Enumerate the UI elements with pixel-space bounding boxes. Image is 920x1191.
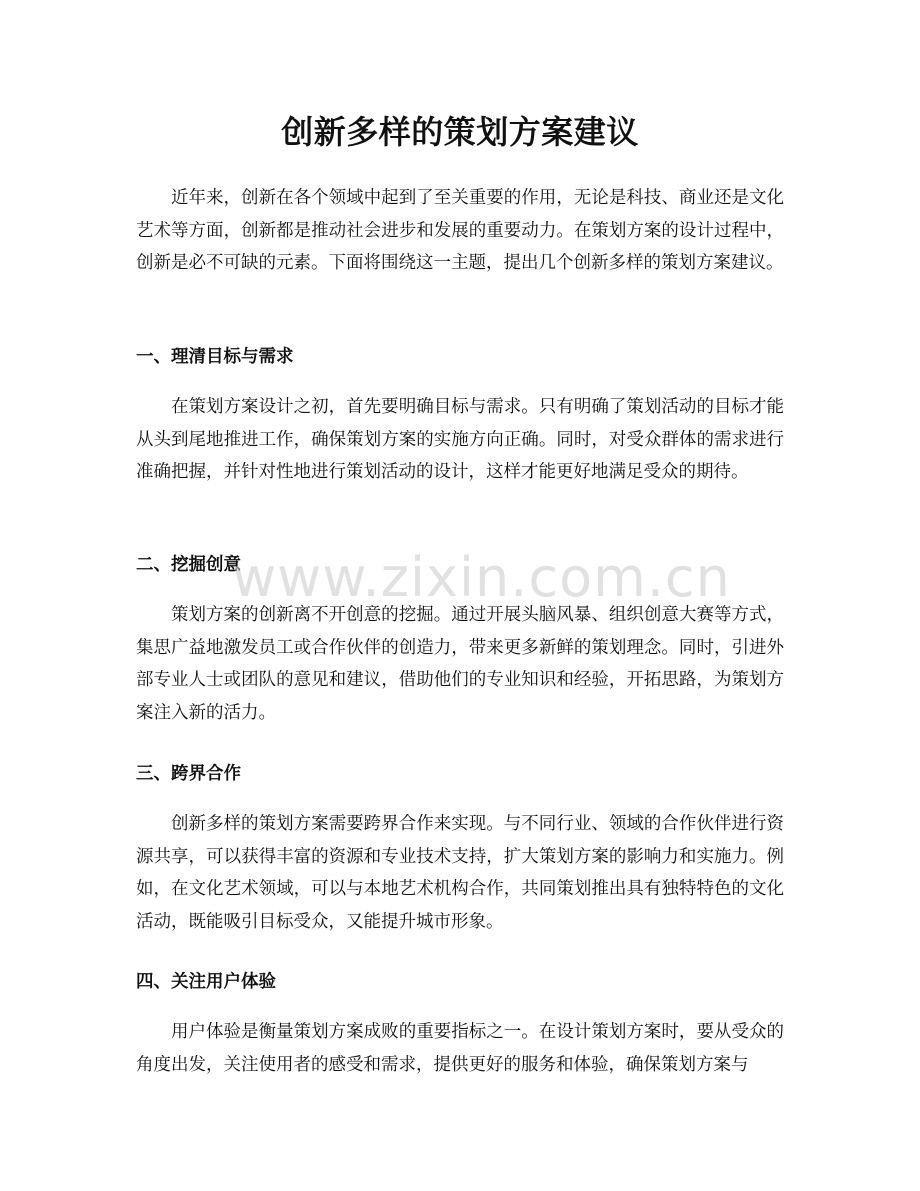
section-heading-1: 一、理清目标与需求 <box>136 347 294 367</box>
document-title: 创新多样的策划方案建议 <box>281 113 639 151</box>
watermark-text: www.zixin.com.cn <box>232 546 731 609</box>
section-heading-2: 二、挖掘创意 <box>136 555 241 575</box>
intro-paragraph: 近年来，创新在各个领域中起到了至关重要的作用，无论是科技、商业还是文化艺术等方面，创新都是推动社会进步和发展的重要动力。在策划方案的设计过程中，创新是必不可缺的元素。下面将围绕这一主题，提出几个创新多样的策划方案建议。 <box>136 188 784 273</box>
section-heading-4: 四、关注用户体验 <box>136 972 276 992</box>
section-body-4: 用户体验是衡量策划方案成败的重要指标之一。在设计策划方案时，要从受众的角度出发，关注使用者的感受和需求，提供更好的服务和体验，确保策划方案与 <box>136 1022 784 1075</box>
section-body-2: 策划方案的创新离不开创意的挖掘。通过开展头脑风暴、组织创意大赛等方式，集思广益地激发员工或合作伙伴的创造力，带来更多新鲜的策划理念。同时，引进外部专业人士或团队的意见和建议，借助他们的专业知识和经验，开拓思路，为策划方案注入新的活力。 <box>136 605 784 723</box>
section-body-3: 创新多样的策划方案需要跨界合作来实现。与不同行业、领域的合作伙伴进行资源共享，可以获得丰富的资源和专业技术支持，扩大策划方案的影响力和实施力。例如，在文化艺术领域，可以与本地艺术机构合作，共同策划推出具有独特特色的文化活动，既能吸引目标受众，又能提升城市形象。 <box>136 814 784 932</box>
section-heading-3: 三、跨界合作 <box>136 764 241 784</box>
section-body-1: 在策划方案设计之初，首先要明确目标与需求。只有明确了策划活动的目标才能从头到尾地推进工作，确保策划方案的实施方向正确。同时，对受众群体的需求进行准确把握，并针对性地进行策划活动的设计，这样才能更好地满足受众的期待。 <box>136 397 784 482</box>
